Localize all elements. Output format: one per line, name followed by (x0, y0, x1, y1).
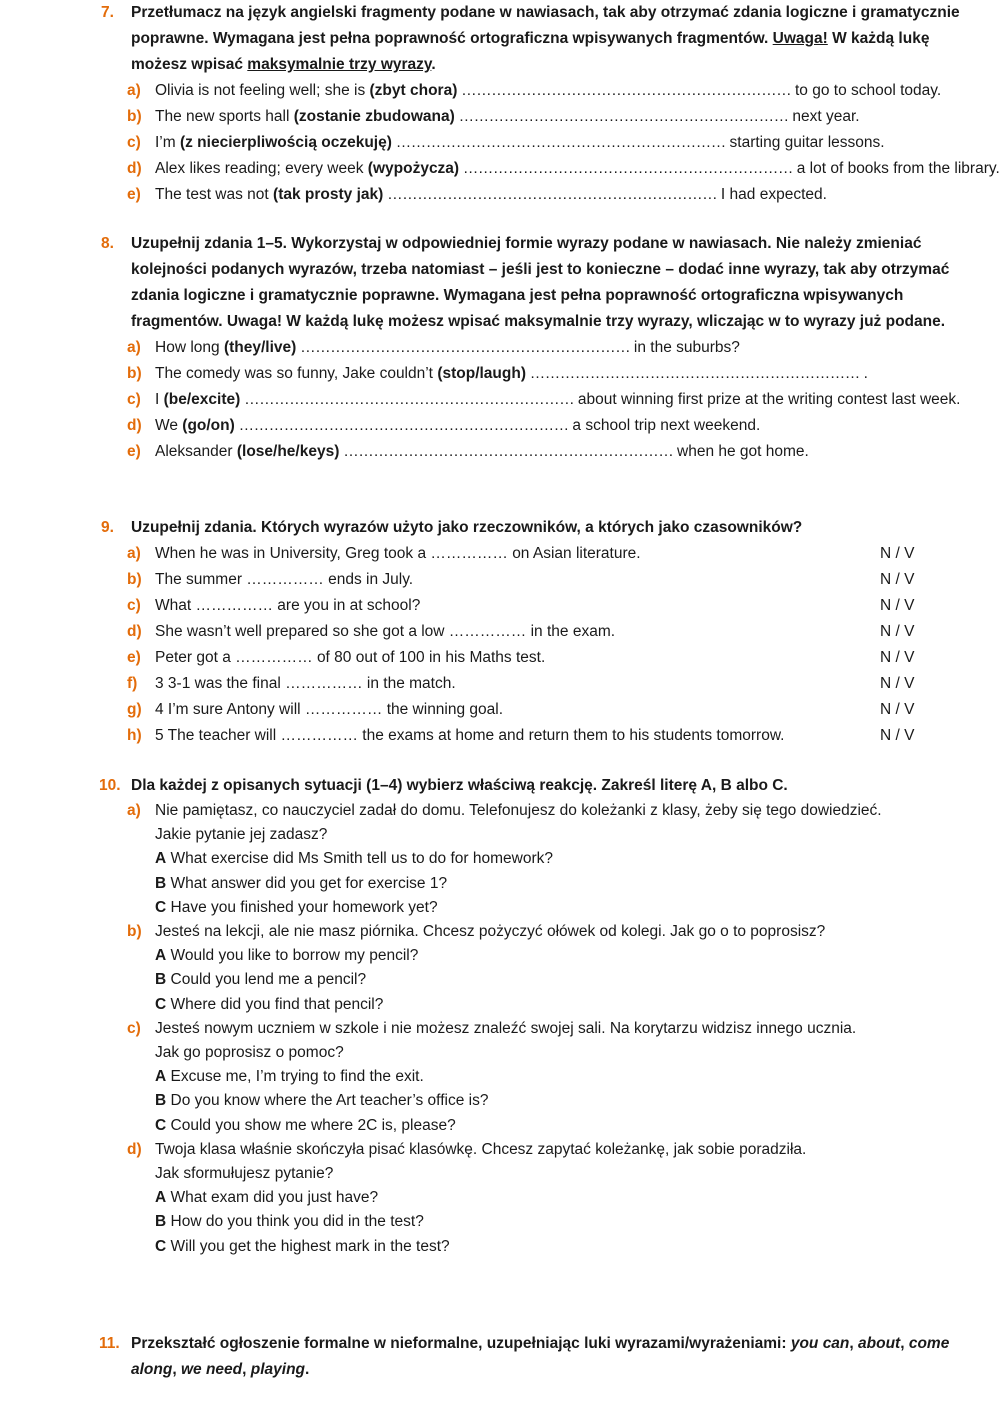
item-letter: a) (127, 82, 141, 99)
situation-text: Jesteś na lekcji, ale nie masz piórnika. Chcesz pożyczyć ołówek od kolegi. Jak go o to poprosisz? (155, 923, 826, 941)
option-letter[interactable]: B (155, 1213, 167, 1231)
situation-question: Jak go poprosisz o pomoc? (155, 1044, 344, 1062)
item-text-before: I’m (155, 134, 180, 151)
noun-verb-choice[interactable]: N / V (880, 571, 915, 588)
task-8-instruction: 8. Uzupełnij zdania 1–5. Wykorzystaj w odpowiedniej formie wyrazy podane w nawiasach. Nie należy zmieniać kolejności podanych wyrazów, trzeba natomiast – jeśli jest to konieczne – dodać inne wyrazy, tak aby otrzymać zdania logiczne i gramatycznie poprawne. Wymagana jest pełna poprawność ortograficzna wpisywanych fragmentów. Uwaga! W każdą lukę możesz wpisać maksymalnie trzy wyrazy, wliczając w to wyrazy już podane. (0, 231, 1000, 335)
item-sentence: 4 I’m sure Antony will …………… the winning goal. (155, 701, 504, 718)
item-letter: d) (127, 1140, 142, 1158)
item-letter: c) (127, 134, 141, 151)
answer-option[interactable] (155, 993, 1000, 1017)
item-sentence: 5 The teacher will …………… the exams at home and return them to his students tomorrow. (155, 727, 785, 744)
option-text: Excuse me, I’m trying to find the exit. (166, 1068, 424, 1086)
task-9-instruction: 9. Uzupełnij zdania. Których wyrazów użyto jako rzeczowników, a których jako czasowników? (0, 515, 1000, 541)
item-letter: b) (127, 571, 142, 588)
answer-option[interactable] (155, 847, 1000, 871)
list-item (0, 335, 1000, 361)
task-10 (0, 773, 1000, 1259)
item-hint: (they/live) (223, 339, 297, 356)
item-hint: (zbyt chora) (369, 82, 458, 99)
answer-gap[interactable]: ………………………………………………………… (457, 82, 795, 99)
list-item (0, 156, 1000, 182)
item-text-before: Olivia is not feeling well; she is (155, 82, 370, 99)
item-hint: (stop/laugh) (437, 365, 526, 382)
item-text-after: to go to school today. (794, 82, 942, 99)
option-text: Could you lend me a pencil? (166, 971, 367, 989)
answer-gap[interactable]: ………………………………………………………… (339, 443, 678, 460)
answer-option[interactable] (155, 1210, 1000, 1234)
item-letter: b) (127, 923, 142, 941)
list-item (0, 78, 1000, 104)
noun-verb-choice[interactable]: N / V (880, 701, 915, 718)
item-letter: c) (127, 391, 141, 408)
answer-gap[interactable]: ………………………………………………………… (526, 365, 864, 382)
situation-text: Nie pamiętasz, co nauczyciel zadał do domu. Telefonujesz do koleżanki z klasy, żeby się tego dowiedzieć. (155, 802, 882, 819)
situation-text: Jesteś nowym uczniem w szkole i nie możesz znaleźć swojej sali. Na korytarzu widzisz innego ucznia. (155, 1019, 857, 1037)
answer-option[interactable] (155, 1065, 1000, 1089)
list-item (0, 541, 1000, 567)
item-letter: g) (127, 701, 142, 718)
option-letter[interactable]: A (155, 947, 167, 965)
item-hint: (be/excite) (163, 391, 241, 408)
item-letter: f) (127, 675, 138, 692)
answer-gap[interactable]: ………………………………………………………… (454, 108, 793, 125)
answer-option[interactable] (155, 968, 1000, 992)
option-letter[interactable]: C (155, 1237, 167, 1255)
item-sentence: What …………… are you in at school? (155, 597, 421, 614)
task-8 (0, 231, 1000, 465)
item-letter: a) (127, 545, 141, 562)
item-text-after: I had expected. (720, 186, 827, 203)
situation (0, 1017, 1000, 1138)
task-11-number: 11. (99, 1335, 120, 1352)
item-text-after: . (863, 365, 868, 382)
option-text: How do you think you did in the test? (166, 1213, 424, 1231)
task-11 (0, 1331, 1000, 1383)
answer-option[interactable] (155, 896, 1000, 920)
task-7 (0, 0, 1000, 208)
item-text-before: The comedy was so funny, Jake couldn’t (155, 365, 438, 382)
task-11-instruction: 11. Przekształć ogłoszenie formalne w nieformalne, uzupełniając luki wyrazami/wyrażeniami: you can, about, come along, we need, playing. (0, 1331, 1000, 1383)
item-letter: e) (127, 649, 141, 666)
list-item (0, 439, 1000, 465)
item-letter: h) (127, 727, 142, 744)
item-text-after: starting guitar lessons. (729, 134, 885, 151)
item-text-before: We (155, 417, 183, 434)
noun-verb-choice[interactable]: N / V (880, 649, 915, 666)
task-10-number: 10. (99, 777, 121, 794)
situation-text: Twoja klasa właśnie skończyła pisać klasówkę. Chcesz zapytać koleżankę, jak sobie poradziła. (155, 1140, 807, 1158)
noun-verb-choice[interactable]: N / V (880, 597, 915, 614)
list-item (0, 645, 1000, 671)
option-letter[interactable]: C (155, 995, 167, 1013)
situation (0, 799, 1000, 920)
item-text-before: The test was not (155, 186, 274, 203)
answer-option[interactable] (155, 1235, 1000, 1259)
option-text: Where did you find that pencil? (166, 995, 384, 1013)
list-item (0, 130, 1000, 156)
item-sentence: Peter got a …………… of 80 out of 100 in his Maths test. (155, 649, 546, 666)
list-item (0, 413, 1000, 439)
answer-gap[interactable]: ………………………………………………………… (240, 391, 578, 408)
item-letter: c) (127, 1019, 141, 1037)
option-letter[interactable]: B (155, 874, 167, 892)
option-letter[interactable]: B (155, 971, 167, 989)
noun-verb-choice[interactable]: N / V (880, 623, 915, 640)
item-letter: b) (127, 108, 142, 125)
task-10-instruction: 10. Dla każdej z opisanych sytuacji (1–4) wybierz właściwą reakcję. Zakreśl literę A, B albo C. (0, 773, 1000, 799)
answer-option[interactable] (155, 944, 1000, 968)
item-text-after: about winning first prize at the writing contest last week. (577, 391, 961, 408)
situation-question: Jak sformułujesz pytanie? (155, 1165, 334, 1183)
task-8-number: 8. (101, 235, 114, 252)
option-text: What exercise did Ms Smith tell us to do for homework? (166, 850, 553, 868)
situation-question: Jakie pytanie jej zadasz? (155, 826, 328, 844)
task-9-items (0, 541, 1000, 749)
item-hint: (z niecierpliwością oczekuję) (179, 134, 392, 151)
answer-option[interactable] (155, 1186, 1000, 1210)
situation (0, 920, 1000, 1017)
option-letter[interactable]: A (155, 850, 167, 868)
answer-gap[interactable]: ………………………………………………………… (296, 339, 634, 356)
item-letter: a) (127, 339, 141, 356)
answer-gap[interactable]: ………………………………………………………… (234, 417, 573, 434)
answer-option[interactable] (155, 1114, 1000, 1138)
item-letter: a) (127, 802, 141, 819)
item-hint: (wypożycza) (367, 160, 460, 177)
answer-gap[interactable]: ………………………………………………………… (383, 186, 721, 203)
list-item (0, 619, 1000, 645)
task-10-situations (0, 799, 1000, 1259)
option-text: What exam did you just have? (166, 1189, 379, 1207)
list-item (0, 182, 1000, 208)
item-text-before: Alex likes reading; every week (155, 160, 368, 177)
item-text-after: in the suburbs? (633, 339, 740, 356)
item-letter: d) (127, 160, 142, 177)
item-text-before: Aleksander (155, 443, 237, 460)
option-text: Have you finished your homework yet? (166, 898, 438, 916)
item-sentence: 3 3-1 was the final …………… in the match. (155, 675, 456, 692)
item-text-before: How long (155, 339, 224, 356)
option-text: Do you know where the Art teacher’s office is? (166, 1092, 489, 1110)
option-text: Could you show me where 2C is, please? (166, 1116, 456, 1134)
item-hint: (lose/he/keys) (236, 443, 340, 460)
noun-verb-choice[interactable]: N / V (880, 727, 915, 744)
item-letter: e) (127, 186, 141, 203)
option-letter[interactable]: C (155, 898, 167, 916)
noun-verb-choice[interactable]: N / V (880, 675, 915, 692)
option-letter[interactable]: A (155, 1068, 167, 1086)
item-text-before: I (155, 391, 164, 408)
word-you-can: you can (790, 1335, 850, 1352)
list-item (0, 697, 1000, 723)
item-sentence: When he was in University, Greg took a …………… on Asian literature. (155, 545, 641, 562)
task-7-number: 7. (101, 4, 114, 21)
task-8-items (0, 335, 1000, 465)
item-text-before: The new sports hall (155, 108, 294, 125)
word-we-need: we need (180, 1361, 243, 1378)
list-item (0, 104, 1000, 130)
task-7-instruction: 7. Przetłumacz na język angielski fragmenty podane w nawiasach, tak aby otrzymać zdania logiczne i gramatycznie poprawne. Wymagana jest pełna poprawność ortograficzna wpisywanych fragmentów. Uwaga! W każdą lukę możesz wpisać maksymalnie trzy wyrazy. (0, 0, 1000, 78)
item-sentence: She wasn’t well prepared so she got a low …………… in the exam. (155, 623, 616, 640)
task-7-items (0, 78, 1000, 208)
option-text: Will you get the highest mark in the test? (166, 1237, 450, 1255)
item-letter: b) (127, 365, 142, 382)
item-hint: (zostanie zbudowana) (293, 108, 455, 125)
option-text: Would you like to borrow my pencil? (166, 947, 419, 965)
list-item (0, 723, 1000, 749)
item-sentence: The summer …………… ends in July. (155, 571, 414, 588)
item-text-after: next year. (792, 108, 860, 125)
item-letter: d) (127, 417, 142, 434)
item-hint: (go/on) (182, 417, 235, 434)
list-item (0, 361, 1000, 387)
answer-gap[interactable]: ………………………………………………………… (391, 134, 730, 151)
noun-verb-choice[interactable]: N / V (880, 545, 915, 562)
option-letter[interactable]: B (155, 1092, 167, 1110)
list-item (0, 671, 1000, 697)
task-9 (0, 515, 1000, 749)
word-come-along: come along (131, 1335, 950, 1378)
item-letter: e) (127, 443, 141, 460)
answer-option[interactable] (155, 1089, 1000, 1113)
item-text-after: when he got home. (677, 443, 809, 460)
item-text-after: a school trip next weekend. (572, 417, 761, 434)
option-text: What answer did you get for exercise 1? (166, 874, 448, 892)
item-text-after: a lot of books from the library. (796, 160, 1000, 177)
list-item (0, 593, 1000, 619)
task-9-number: 9. (101, 519, 114, 536)
item-hint: (tak prosty jak) (273, 186, 384, 203)
item-letter: d) (127, 623, 142, 640)
option-letter[interactable]: C (155, 1116, 167, 1134)
list-item (0, 387, 1000, 413)
word-about: about (858, 1335, 901, 1352)
answer-option[interactable] (155, 872, 1000, 896)
list-item (0, 567, 1000, 593)
situation (0, 1138, 1000, 1259)
word-playing: playing (250, 1361, 306, 1378)
option-letter[interactable]: A (155, 1189, 167, 1207)
answer-gap[interactable]: ………………………………………………………… (459, 160, 797, 177)
item-letter: c) (127, 597, 141, 614)
